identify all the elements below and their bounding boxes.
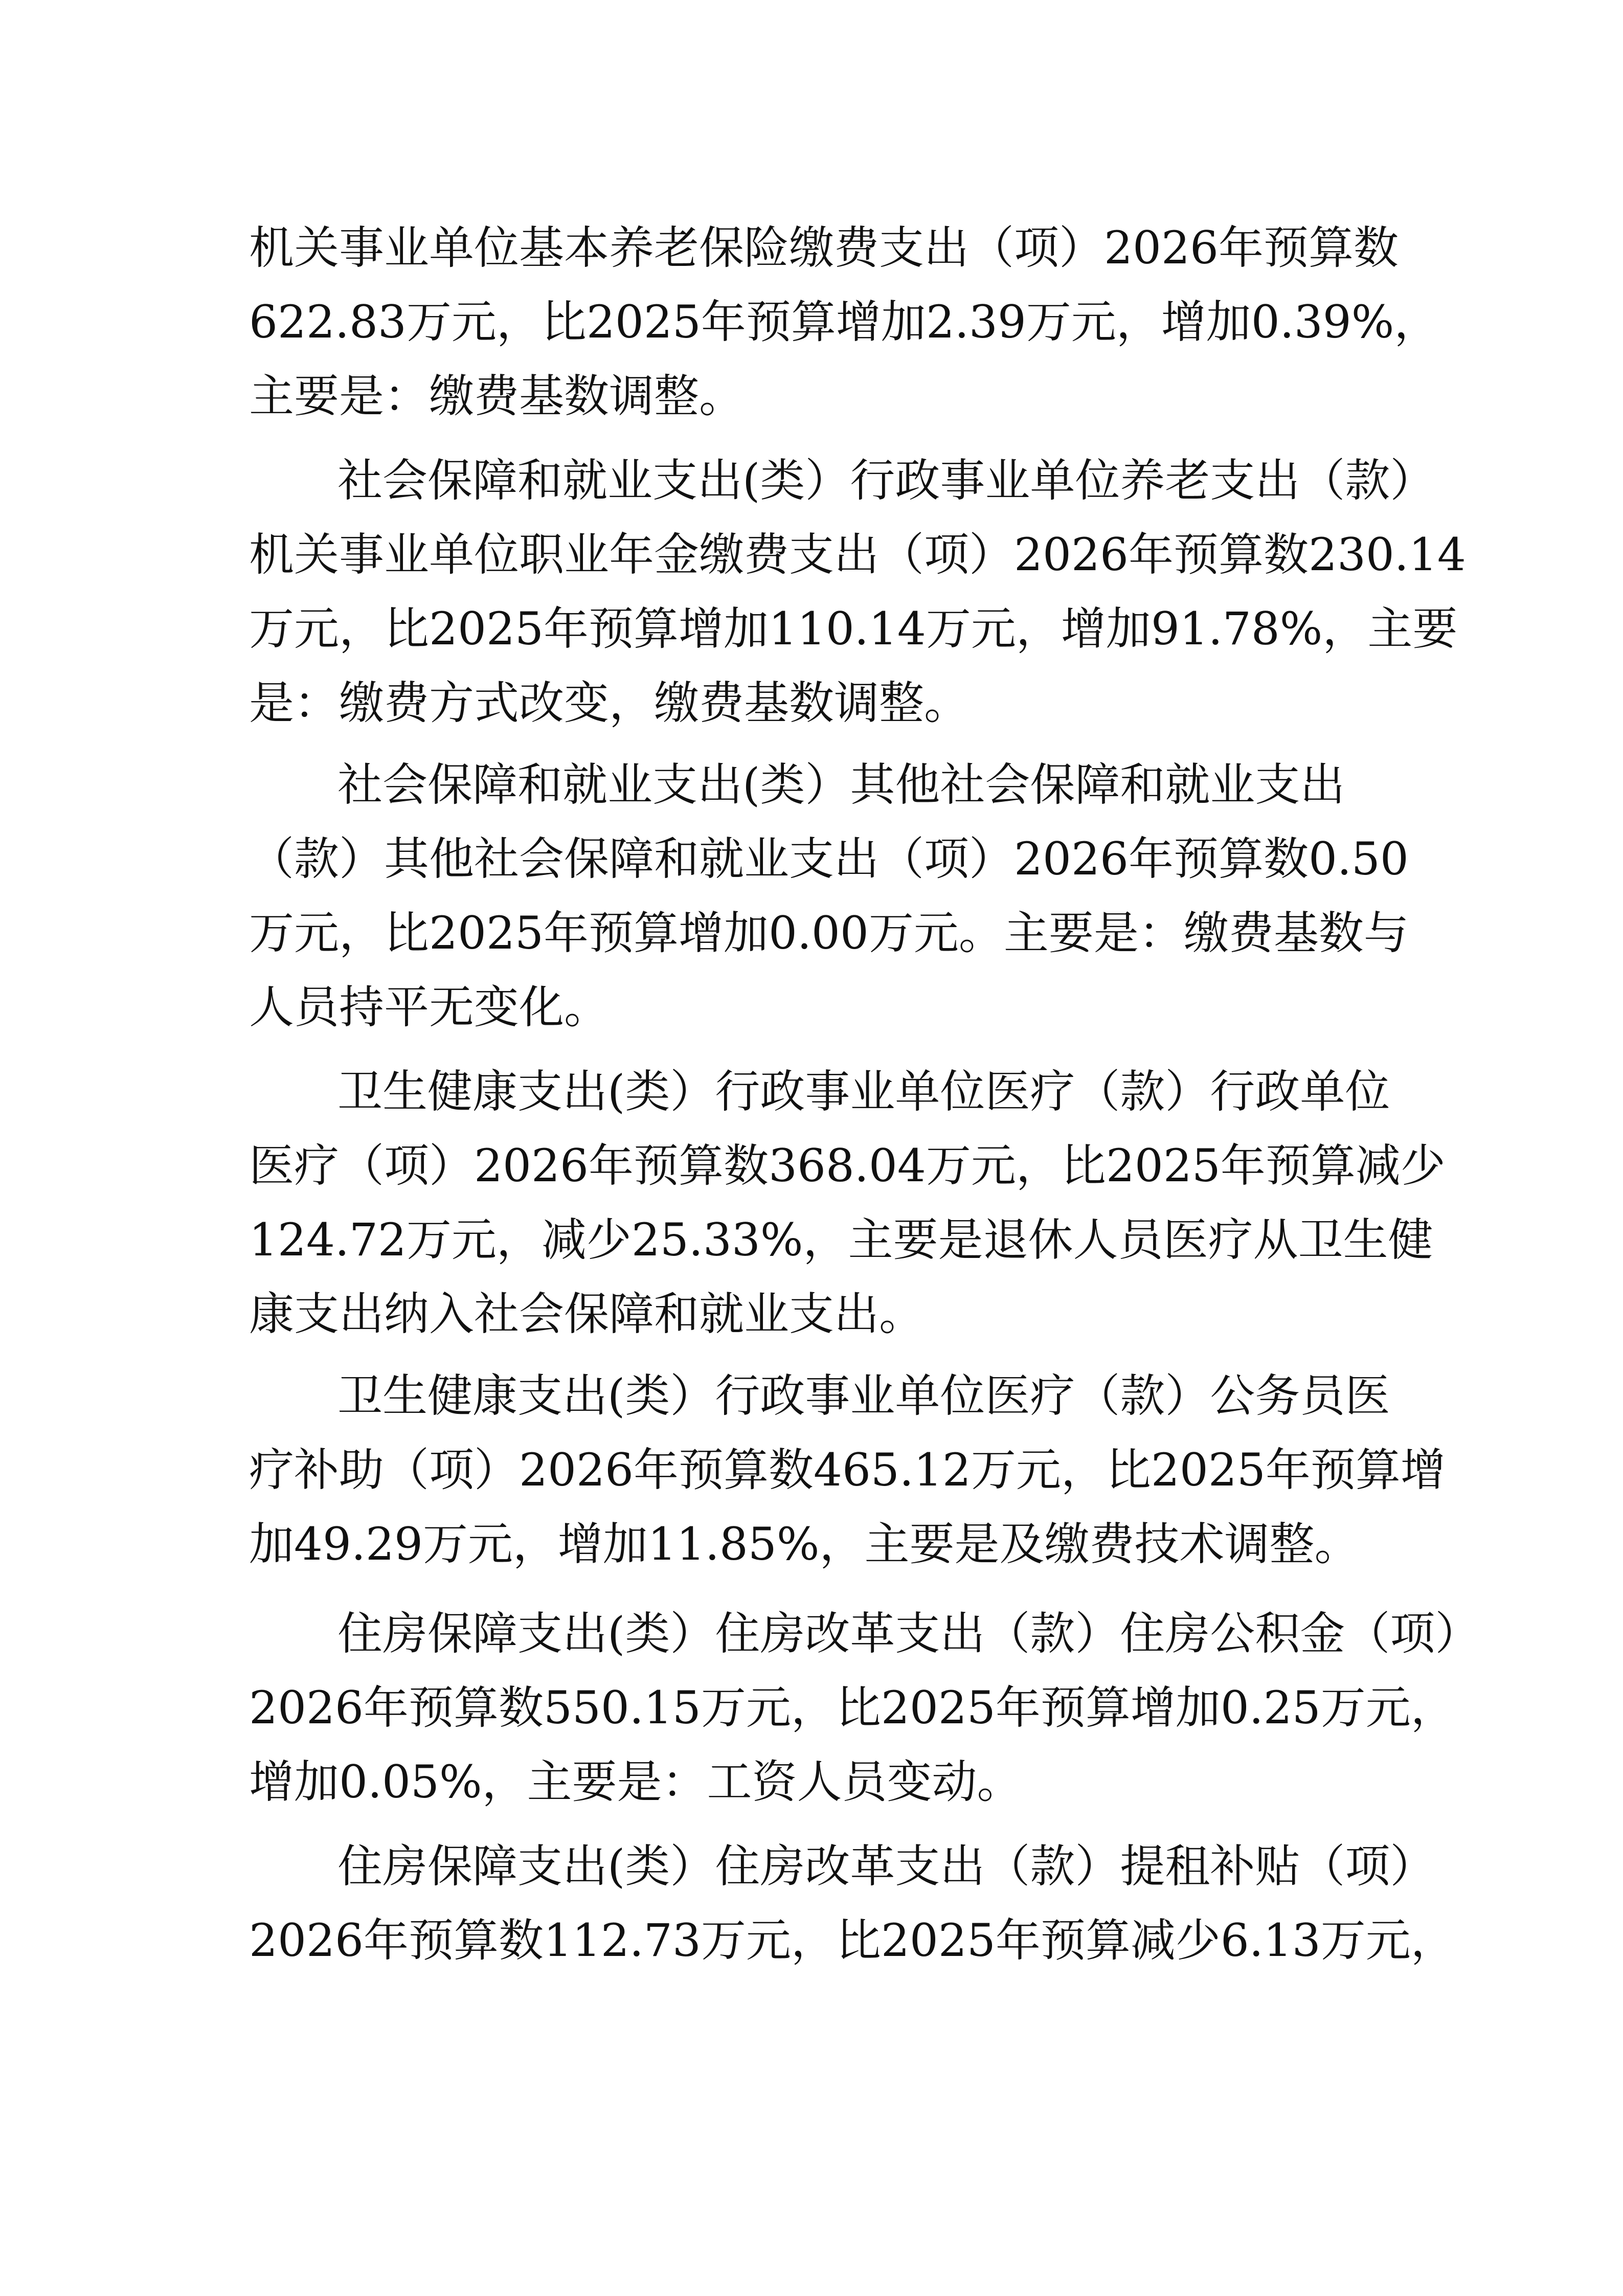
paragraph-4-line-3 [0, 1202, 1623, 1278]
paragraph-6-line-2 [0, 1670, 1623, 1746]
paragraph-5-line-1 [0, 1358, 1623, 1434]
text-line: 622.83万元，比2025年预算增加2.39万元，增加0.39%， [249, 296, 1439, 348]
text-line: 2026年预算数550.15万元，比2025年预算增加0.25万元， [249, 1681, 1456, 1734]
text-line: 增加0.05%，主要是：工资人员变动。 [249, 1755, 1022, 1808]
paragraph-6-line-1 [0, 1595, 1623, 1672]
paragraph-7-line-2 [0, 1902, 1623, 1979]
paragraph-3-line-2 [0, 821, 1623, 897]
text-line: 住房保障支出(类）住房改革支出（款）提租补贴（项） [337, 1840, 1435, 1893]
paragraph-3-line-4 [0, 969, 1623, 1046]
paragraph-4-line-2 [0, 1128, 1623, 1204]
text-line: 万元，比2025年预算增加0.00万元。主要是：缴费基数与 [249, 907, 1409, 959]
text-line: 机关事业单位职业年金缴费支出（项）2026年预算数230.14 [249, 528, 1466, 581]
text-line: 社会保障和就业支出(类）行政事业单位养老支出（款） [337, 454, 1435, 507]
text-line: 2026年预算数112.73万元，比2025年预算减少6.13万元， [249, 1914, 1456, 1967]
paragraph-2-line-1 [0, 442, 1623, 519]
text-line: （款）其他社会保障和就业支出（项）2026年预算数0.50 [249, 832, 1409, 885]
text-line: 卫生健康支出(类）行政事业单位医疗（款）公务员医 [337, 1369, 1390, 1422]
text-line: 康支出纳入社会保障和就业支出。 [249, 1288, 925, 1340]
paragraph-5-line-2 [0, 1432, 1623, 1509]
text-line: 社会保障和就业支出(类）其他社会保障和就业支出 [337, 758, 1345, 811]
text-line: 万元，比2025年预算增加110.14万元，增加91.78%，主要 [249, 602, 1458, 655]
paragraph-2-line-2 [0, 516, 1623, 593]
paragraph-1-line-1 [0, 210, 1623, 286]
paragraph-3-line-3 [0, 895, 1623, 972]
paragraph-5-line-3 [0, 1506, 1623, 1583]
paragraph-1-line-2 [0, 284, 1623, 361]
text-line: 人员持平无变化。 [249, 981, 610, 1033]
paragraph-6-line-3 [0, 1744, 1623, 1820]
paragraph-1-line-3 [0, 358, 1623, 435]
text-line: 医疗（项）2026年预算数368.04万元，比2025年预算减少 [249, 1139, 1446, 1192]
text-line: 主要是：缴费基数调整。 [249, 370, 745, 422]
text-line: 是：缴费方式改变，缴费基数调整。 [249, 677, 970, 729]
paragraph-7-line-1 [0, 1828, 1623, 1905]
text-line: 住房保障支出(类）住房改革支出（款）住房公积金（项） [337, 1607, 1480, 1660]
text-line: 124.72万元，减少25.33%，主要是退休人员医疗从卫生健 [249, 1213, 1433, 1266]
paragraph-4-line-1 [0, 1053, 1623, 1130]
text-line: 机关事业单位基本养老保险缴费支出（项）2026年预算数 [249, 221, 1399, 274]
paragraph-4-line-4 [0, 1276, 1623, 1353]
paragraph-3-line-1 [0, 747, 1623, 823]
paragraph-2-line-4 [0, 665, 1623, 741]
paragraph-2-line-3 [0, 591, 1623, 667]
text-line: 疗补助（项）2026年预算数465.12万元，比2025年预算增 [249, 1444, 1446, 1496]
text-line: 卫生健康支出(类）行政事业单位医疗（款）行政单位 [337, 1065, 1390, 1118]
text-line: 加49.29万元，增加11.85%，主要是及缴费技术调整。 [249, 1518, 1360, 1570]
